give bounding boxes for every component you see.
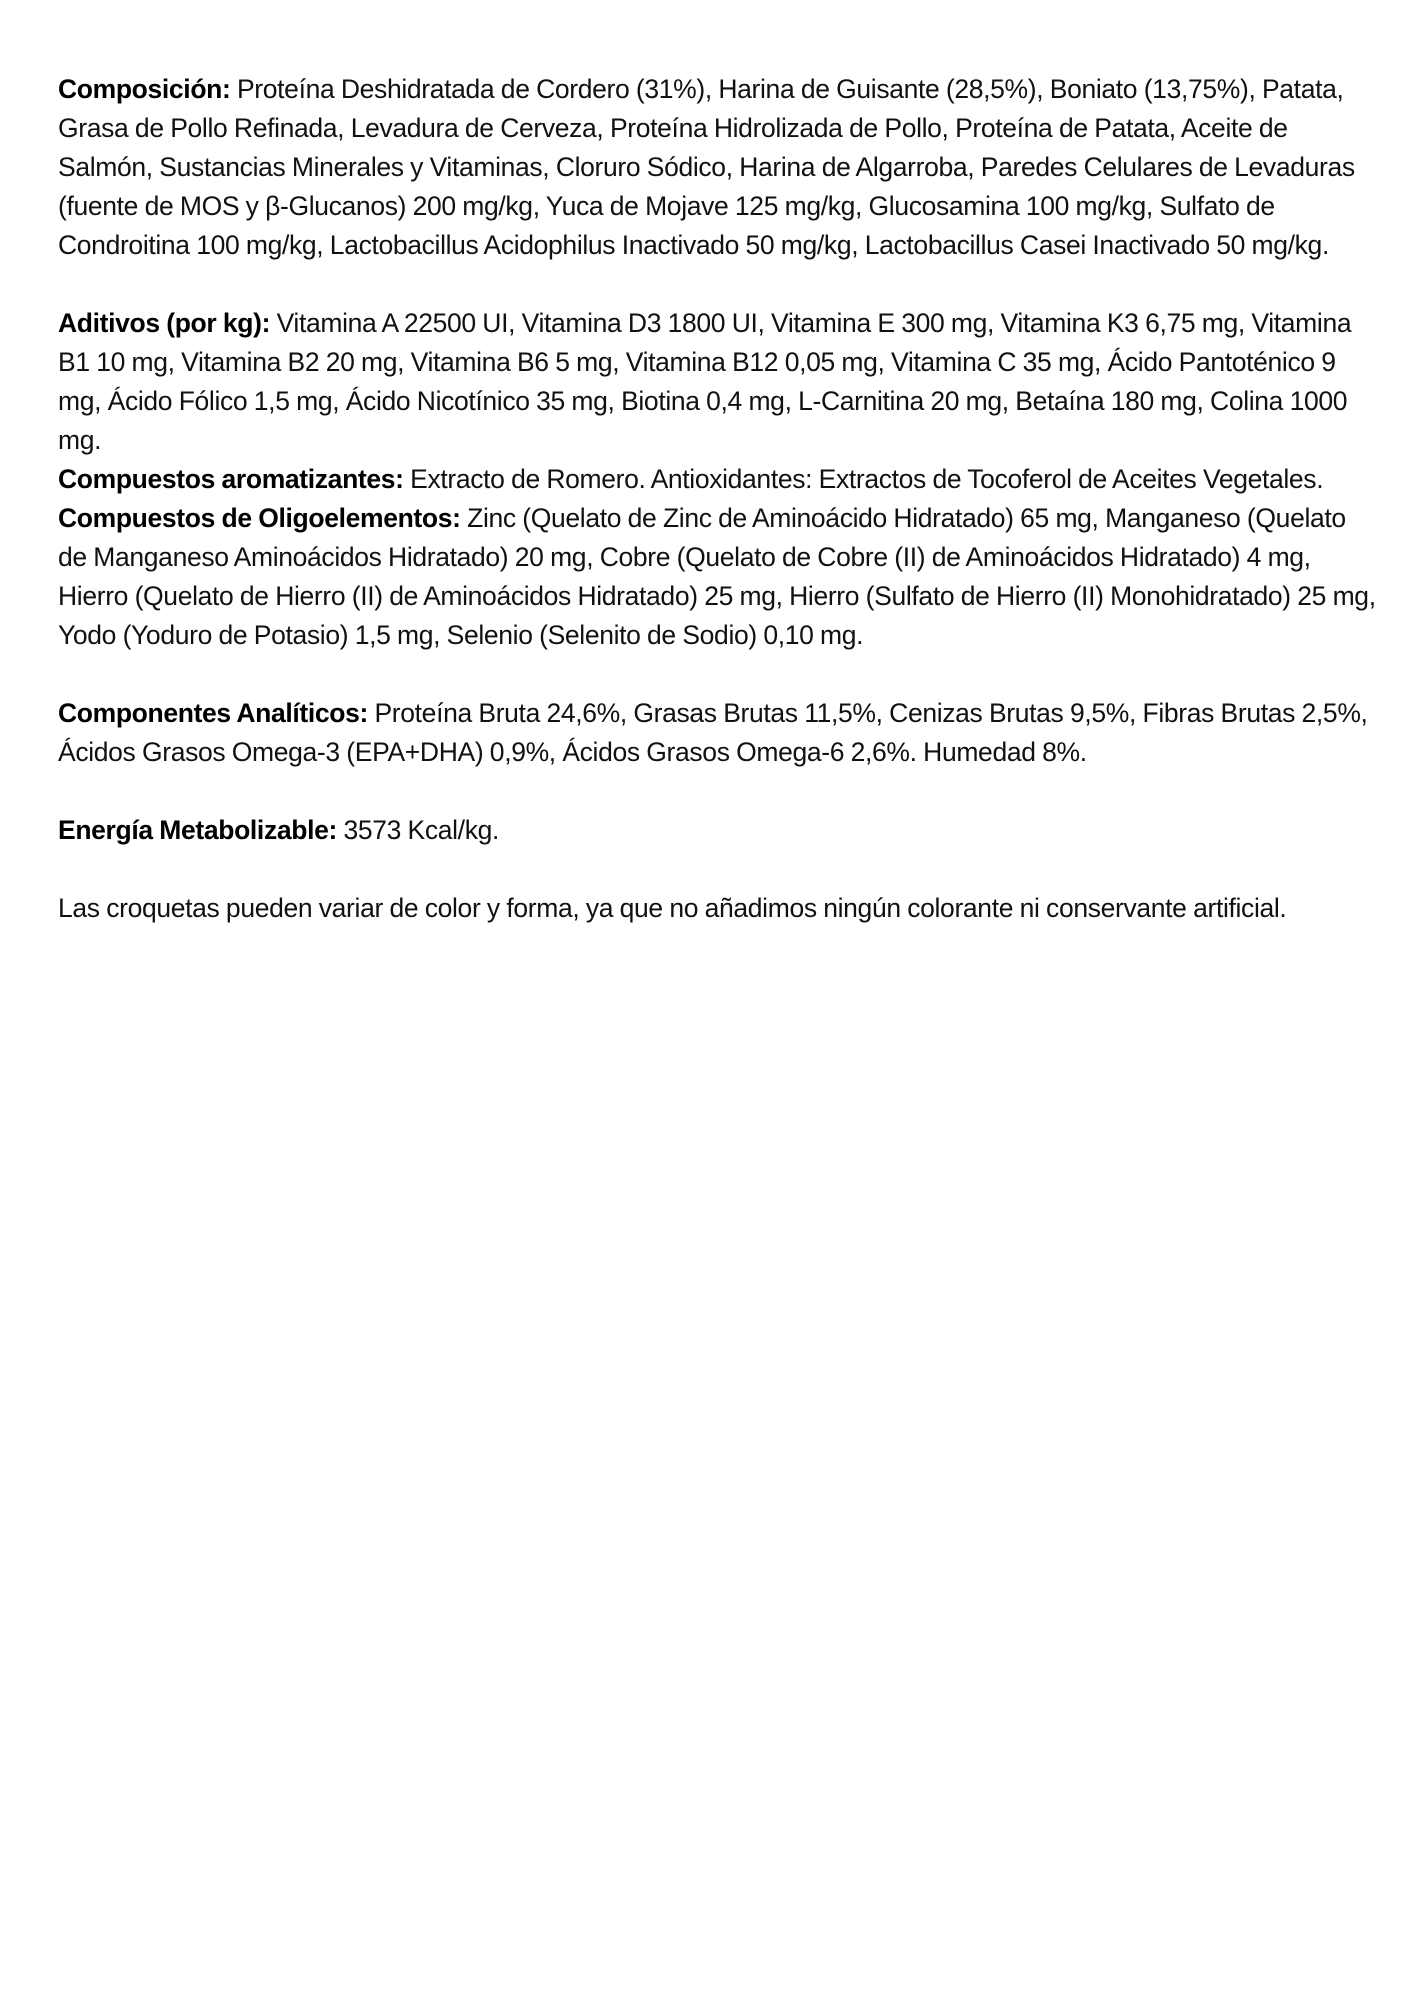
note-paragraph: Las croquetas pueden variar de color y forma, ya que no añadimos ningún colorante ni conservante artificial.	[58, 893, 1287, 923]
composition-label: Composición:	[58, 74, 231, 104]
trace-elements-text: Zinc (Quelato de Zinc de Aminoácido Hidratado) 65 mg, Manganeso (Quelato de Manganeso Aminoácidos Hidratado) 20 mg, Cobre (Quelato de Cobre (II) de Aminoácidos Hidratado) 4 mg, Hierro (Quelato de Hierro (II) de Aminoácidos Hidratado) 25 mg, Hierro (Sulfato de Hierro (II) Monohidratado) 25 mg, Yodo (Yoduro de Potasio) 1,5 mg, Selenio (Selenito de Sodio) 0,10 mg.	[58, 503, 1376, 650]
flavoring-label: Compuestos aromatizantes:	[58, 464, 404, 494]
document-body	[58, 70, 1378, 928]
flavoring-text: Extracto de Romero. Antioxidantes: Extractos de Tocoferol de Aceites Vegetales.	[403, 464, 1324, 494]
additives-label: Aditivos (por kg):	[58, 308, 271, 338]
flavoring-paragraph	[58, 460, 1378, 499]
energy-label: Energía Metabolizable:	[58, 815, 337, 845]
energy-text: 3573 Kcal/kg.	[336, 815, 499, 845]
energy-paragraph	[58, 811, 1378, 850]
composition-text: Proteína Deshidratada de Cordero (31%), Harina de Guisante (28,5%), Boniato (13,75%), Patata, Grasa de Pollo Refinada, Levadura de Cerveza, Proteína Hidrolizada de Pollo, Proteína de Patata, Aceite de Salmón, Sustancias Minerales y Vitaminas, Cloruro Sódico, Harina de Algarroba, Paredes Celulares de Levaduras (fuente de MOS y β-Glucanos) 200 mg/kg, Yuca de Mojave 125 mg/kg, Glucosamina 100 mg/kg, Sulfato de Condroitina 100 mg/kg, Lactobacillus Acidophilus Inactivado 50 mg/kg, Lactobacillus Casei Inactivado 50 mg/kg.	[58, 74, 1355, 260]
trace-elements-paragraph	[58, 499, 1378, 655]
composition-paragraph	[58, 70, 1378, 265]
trace-elements-label: Compuestos de Oligoelementos:	[58, 503, 461, 533]
analytical-paragraph	[58, 694, 1378, 772]
additives-paragraph	[58, 304, 1378, 460]
additives-text: Vitamina A 22500 UI, Vitamina D3 1800 UI, Vitamina E 300 mg, Vitamina K3 6,75 mg, Vitamina B1 10 mg, Vitamina B2 20 mg, Vitamina B6 5 mg, Vitamina B12 0,05 mg, Vitamina C 35 mg, Ácido Pantoténico 9 mg, Ácido Fólico 1,5 mg, Ácido Nicotínico 35 mg, Biotina 0,4 mg, L-Carnitina 20 mg, Betaína 180 mg, Colina 1000 mg.	[58, 308, 1352, 455]
analytical-text: Proteína Bruta 24,6%, Grasas Brutas 11,5%, Cenizas Brutas 9,5%, Fibras Brutas 2,5%, Ácidos Grasos Omega-3 (EPA+DHA) 0,9%, Ácidos Grasos Omega-6 2,6%. Humedad 8%.	[58, 698, 1368, 767]
analytical-label: Componentes Analíticos:	[58, 698, 368, 728]
